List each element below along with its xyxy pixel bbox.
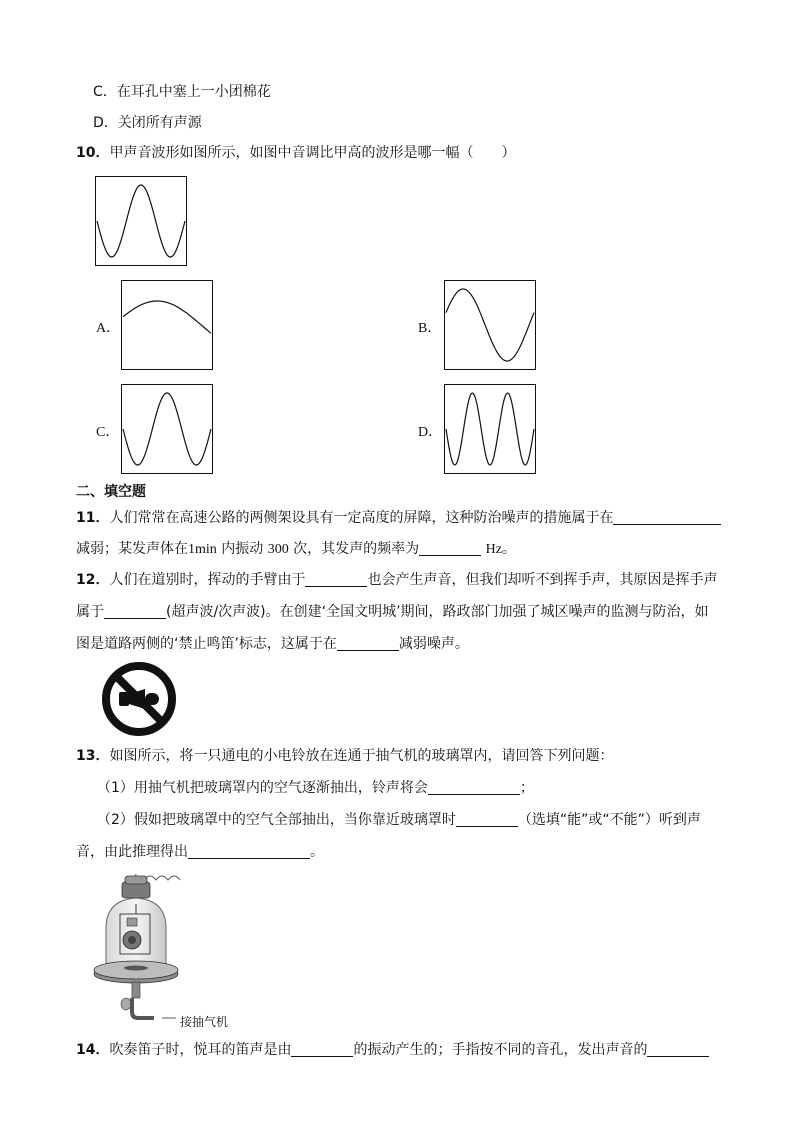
question-text: 。 <box>501 541 516 557</box>
question-13-line1 <box>76 746 613 766</box>
question-text: （2）假如把玻璃罩中的空气全部抽出，当你靠近玻璃罩时 <box>97 812 456 828</box>
answer-blank[interactable] <box>456 812 518 827</box>
question-text: 图是道路两侧的‘禁止鸣笛’标志，这属于在 <box>76 636 337 652</box>
question-number: 10． <box>76 145 110 161</box>
question-13-part2-cont <box>76 842 324 862</box>
q9-option-d: D．关闭所有声源 <box>93 115 202 131</box>
question-number: 12． <box>76 572 110 588</box>
pump-connection-label: 接抽气机 <box>180 1015 229 1029</box>
answer-blank[interactable] <box>613 510 721 525</box>
question-number: 11． <box>76 510 110 526</box>
question-12-line2 <box>76 602 709 622</box>
question-11-line1 <box>76 508 721 528</box>
question-text: 。 <box>310 844 324 860</box>
option-b-waveform <box>444 280 536 370</box>
question-text: 人们在道别时，挥动的手臂由于 <box>109 572 306 588</box>
question-12-line3 <box>76 634 469 654</box>
answer-blank[interactable] <box>104 604 166 619</box>
no-honking-sign-icon <box>99 659 179 739</box>
answer-blank[interactable] <box>647 1042 709 1057</box>
question-text: 内振动 <box>216 541 268 557</box>
q9-option-c: C．在耳孔中塞上一小团棉花 <box>93 84 271 100</box>
answer-blank[interactable] <box>419 541 481 556</box>
question-text: 吹奏笛子时，悦耳的笛声是由 <box>109 1042 292 1058</box>
answer-blank[interactable] <box>291 1042 353 1057</box>
question-text: 如图所示，将一只通电的小电铃放在连通于抽气机的玻璃罩内，请回答下列问题： <box>109 748 614 764</box>
question-text: 甲声音波形如图所示，如图中音调比甲高的波形是哪一幅（ ） <box>109 145 516 161</box>
question-text: 属于 <box>76 604 104 620</box>
option-a-label: A． <box>96 321 121 336</box>
question-number: 14． <box>76 1042 110 1058</box>
option-d-label: D． <box>418 425 443 440</box>
number-text: 300 <box>267 542 289 557</box>
option-a-waveform <box>121 280 213 370</box>
question-text: ； <box>519 780 534 796</box>
answer-blank[interactable] <box>428 780 520 795</box>
question-13-part1 <box>97 778 534 798</box>
answer-blank[interactable] <box>337 636 399 651</box>
question-text: 次，其发声的频率为 <box>288 541 420 557</box>
bell-jar-vacuum-pump-figure <box>92 870 252 1035</box>
question-11-line2 <box>76 539 516 560</box>
option-b-label: B． <box>418 321 442 336</box>
question-12-line1 <box>76 570 717 590</box>
section-title: 二、填空题 <box>76 484 146 500</box>
question-text: 音，由此推理得出 <box>76 844 188 860</box>
question-text: 也会产生声音，但我们却听不到挥手声，其原因是挥手声 <box>367 572 718 588</box>
question-13-part2 <box>97 810 701 830</box>
question-text: (超声波/次声波)。在创建‘全国文明城’期间，路政部门加强了城区噪声的监测与防治，如 <box>166 604 709 620</box>
question-10 <box>76 143 515 163</box>
option-d-waveform <box>444 384 536 474</box>
unit-text: 1min <box>188 542 217 557</box>
question-text: 的振动产生的；手指按不同的音孔，发出声音的 <box>353 1042 648 1058</box>
question-number: 13． <box>76 748 110 764</box>
question-text: 人们常常在高速公路的两侧架设具有一定高度的屏障，这种防治噪声的措施属于在 <box>109 510 614 526</box>
answer-blank[interactable] <box>188 844 310 859</box>
question-text: 减弱噪声。 <box>398 636 469 652</box>
question-text: 减弱；某发声体在 <box>76 541 188 557</box>
unit-text: Hz <box>485 542 502 557</box>
option-c-label: C． <box>96 425 120 440</box>
question-14-line1 <box>76 1040 709 1060</box>
reference-waveform-figure <box>95 176 187 266</box>
question-text: （选填“能”或“不能”）听到声 <box>517 812 701 828</box>
question-text: （1）用抽气机把玻璃罩内的空气逐渐抽出，铃声将会 <box>97 780 428 796</box>
option-c-waveform <box>121 384 213 474</box>
answer-blank[interactable] <box>305 572 367 587</box>
